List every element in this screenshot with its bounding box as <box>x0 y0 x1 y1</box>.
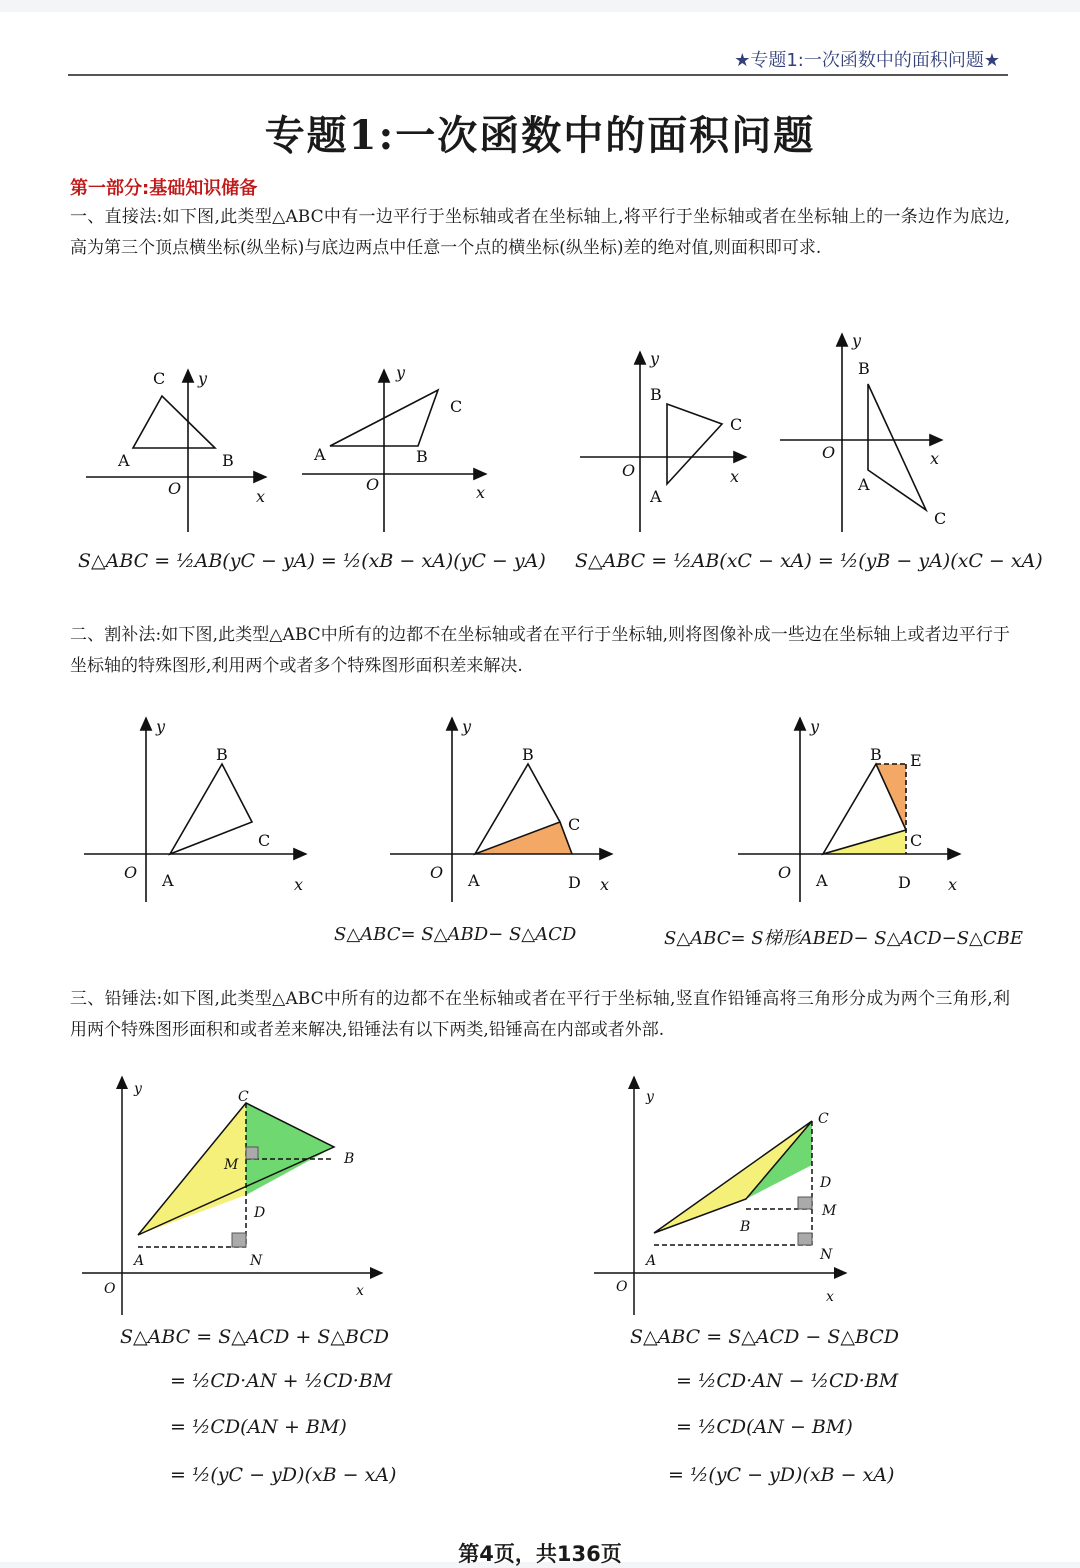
fig9-right-angle-n <box>798 1233 812 1245</box>
section1-formula-left: S△ABC = ½AB(yC − yA) = ½(xB − xA)(yC − yA) <box>78 550 546 572</box>
section2-formula-mid: S△ABC= S△ABD− S△ACD <box>334 924 577 945</box>
section3-right-line3: = ½CD(AN − BM) <box>676 1416 853 1438</box>
fig7-label-o: O <box>778 863 792 882</box>
part-heading: 第一部分:基础知识储备 <box>70 178 258 199</box>
fig7-label-c: C <box>910 831 923 850</box>
page-title: 专题1:一次函数中的面积问题 <box>264 112 816 159</box>
fig9-label-d: D <box>820 1175 832 1191</box>
fig7-label-y: y <box>810 717 820 736</box>
fig6-label-y: y <box>462 717 472 736</box>
fig7-label-x: x <box>948 875 958 894</box>
section3-right-line1: S△ABC = S△ACD − S△BCD <box>630 1326 900 1348</box>
fig2-label-o: O <box>366 475 380 494</box>
fig9-label-b: B <box>740 1219 751 1235</box>
fig8-label-c: C <box>238 1089 249 1105</box>
fig8-label-y: y <box>134 1081 142 1097</box>
section2-figures <box>0 702 1080 902</box>
fig4-label-o: O <box>822 443 836 462</box>
fig6-label-c: C <box>568 815 581 834</box>
fig8-right-angle-m <box>246 1147 258 1159</box>
fig7-label-d: D <box>898 873 911 892</box>
section1-formula-right: S△ABC = ½AB(xC − xA) = ½(yB − yA)(xC − xA) <box>575 550 1043 572</box>
fig1-label-c: C <box>153 369 166 388</box>
fig1-triangle <box>133 396 215 448</box>
fig8-label-b: B <box>344 1151 355 1167</box>
section3-figures <box>0 1067 1080 1317</box>
section3-left-line1: S△ABC = S△ACD + S△BCD <box>120 1326 390 1348</box>
fig2-label-x: x <box>476 483 486 502</box>
section3-right-line4: = ½(yC − yD)(xB − xA) <box>668 1464 895 1486</box>
fig3-triangle <box>667 404 722 484</box>
fig6-label-d: D <box>568 873 581 892</box>
fig9-label-x: x <box>826 1289 834 1305</box>
fig9-label-c: C <box>818 1111 829 1127</box>
fig2-label-c: C <box>450 397 463 416</box>
section3-text: 三、铅锤法:如下图,此类型△ABC中所有的边都不在坐标轴或者在平行于坐标轴,竖直作铅锤高将三角形分成为两个三角形,利用两个特殊图形面积和或者差来解决,铅锤法有以下两类,铅锤高在内部或者外部. <box>70 989 1010 1040</box>
fig5-triangle <box>170 764 252 854</box>
fig9-right-angle-m <box>798 1197 812 1209</box>
fig9-label-a: A <box>646 1253 657 1269</box>
fig8-right-angle-n <box>232 1233 246 1247</box>
section1-text: 一、直接法:如下图,此类型△ABC中有一边平行于坐标轴或者在坐标轴上,将平行于坐标轴或者在坐标轴上的一条边作为底边,高为第三个顶点横坐标(纵坐标)与底边两点中任意一个点的横坐标(纵坐标)差的绝对值,则面积即可求. <box>70 207 1010 258</box>
fig2-label-a: A <box>314 445 326 464</box>
fig2-label-b: B <box>416 447 428 466</box>
fig4-label-y: y <box>852 331 862 350</box>
fig2-label-y: y <box>396 363 406 382</box>
fig8-label-m: M <box>224 1157 239 1173</box>
fig4-label-c: C <box>934 509 947 528</box>
fig3-label-y: y <box>650 349 660 368</box>
document-page <box>0 12 1080 1566</box>
page-header <box>68 46 1008 76</box>
fig1-label-y: y <box>198 369 208 388</box>
fig8-label-n: N <box>250 1253 263 1269</box>
fig4-label-a: A <box>858 475 870 494</box>
fig6-label-b: B <box>522 745 534 764</box>
fig3-label-c: C <box>730 415 743 434</box>
fig9-label-n: N <box>820 1247 833 1263</box>
section1-figures <box>0 312 1080 542</box>
fig6-label-o: O <box>430 863 444 882</box>
fig1-label-o: O <box>168 479 182 498</box>
fig9-label-o: O <box>616 1279 628 1295</box>
fig5-label-a: A <box>162 871 174 890</box>
fig8-label-a: A <box>134 1253 145 1269</box>
fig6-label-a: A <box>468 871 480 890</box>
fig8-label-o: O <box>104 1281 116 1297</box>
section2-text: 二、割补法:如下图,此类型△ABC中所有的边都不在坐标轴或者在平行于坐标轴,则将图像补成一些边在坐标轴上或者边平行于坐标轴的特殊图形,利用两个或者多个特殊图形面积差来解决. <box>70 625 1010 676</box>
fig9-label-y: y <box>646 1089 654 1105</box>
fig3-label-b: B <box>650 385 662 404</box>
section3-left-line2: = ½CD·AN + ½CD·BM <box>170 1370 393 1392</box>
fig5-label-x: x <box>294 875 304 894</box>
fig8-label-x: x <box>356 1283 364 1299</box>
section2-formula-right: S△ABC= S梯形ABED− S△ACD−S△CBE <box>664 928 1024 949</box>
fig5-label-c: C <box>258 831 271 850</box>
page-footer: 第4页，共136页 <box>458 1542 622 1566</box>
fig7-label-b: B <box>870 745 882 764</box>
fig5-label-y: y <box>156 717 166 736</box>
fig1-label-b: B <box>222 451 234 470</box>
running-title: ★专题1:一次函数中的面积问题★ <box>734 50 1000 71</box>
fig5-label-b: B <box>216 745 228 764</box>
fig7-label-a: A <box>816 871 828 890</box>
fig1-label-x: x <box>256 487 266 506</box>
fig4-label-b: B <box>858 359 870 378</box>
fig9-label-m: M <box>822 1203 837 1219</box>
fig4-label-x: x <box>930 449 940 468</box>
fig4-triangle <box>868 384 926 510</box>
fig8-label-d: D <box>254 1205 266 1221</box>
section3-right-line2: = ½CD·AN − ½CD·BM <box>676 1370 899 1392</box>
fig3-label-o: O <box>622 461 636 480</box>
fig5-label-o: O <box>124 863 138 882</box>
fig3-label-x: x <box>730 467 740 486</box>
fig1-label-a: A <box>118 451 130 470</box>
section3-left-line4: = ½(yC − yD)(xB − xA) <box>170 1464 397 1486</box>
fig7-label-e: E <box>910 751 922 770</box>
fig3-label-a: A <box>650 487 662 506</box>
section3-left-line3: = ½CD(AN + BM) <box>170 1416 347 1438</box>
fig6-label-x: x <box>600 875 610 894</box>
